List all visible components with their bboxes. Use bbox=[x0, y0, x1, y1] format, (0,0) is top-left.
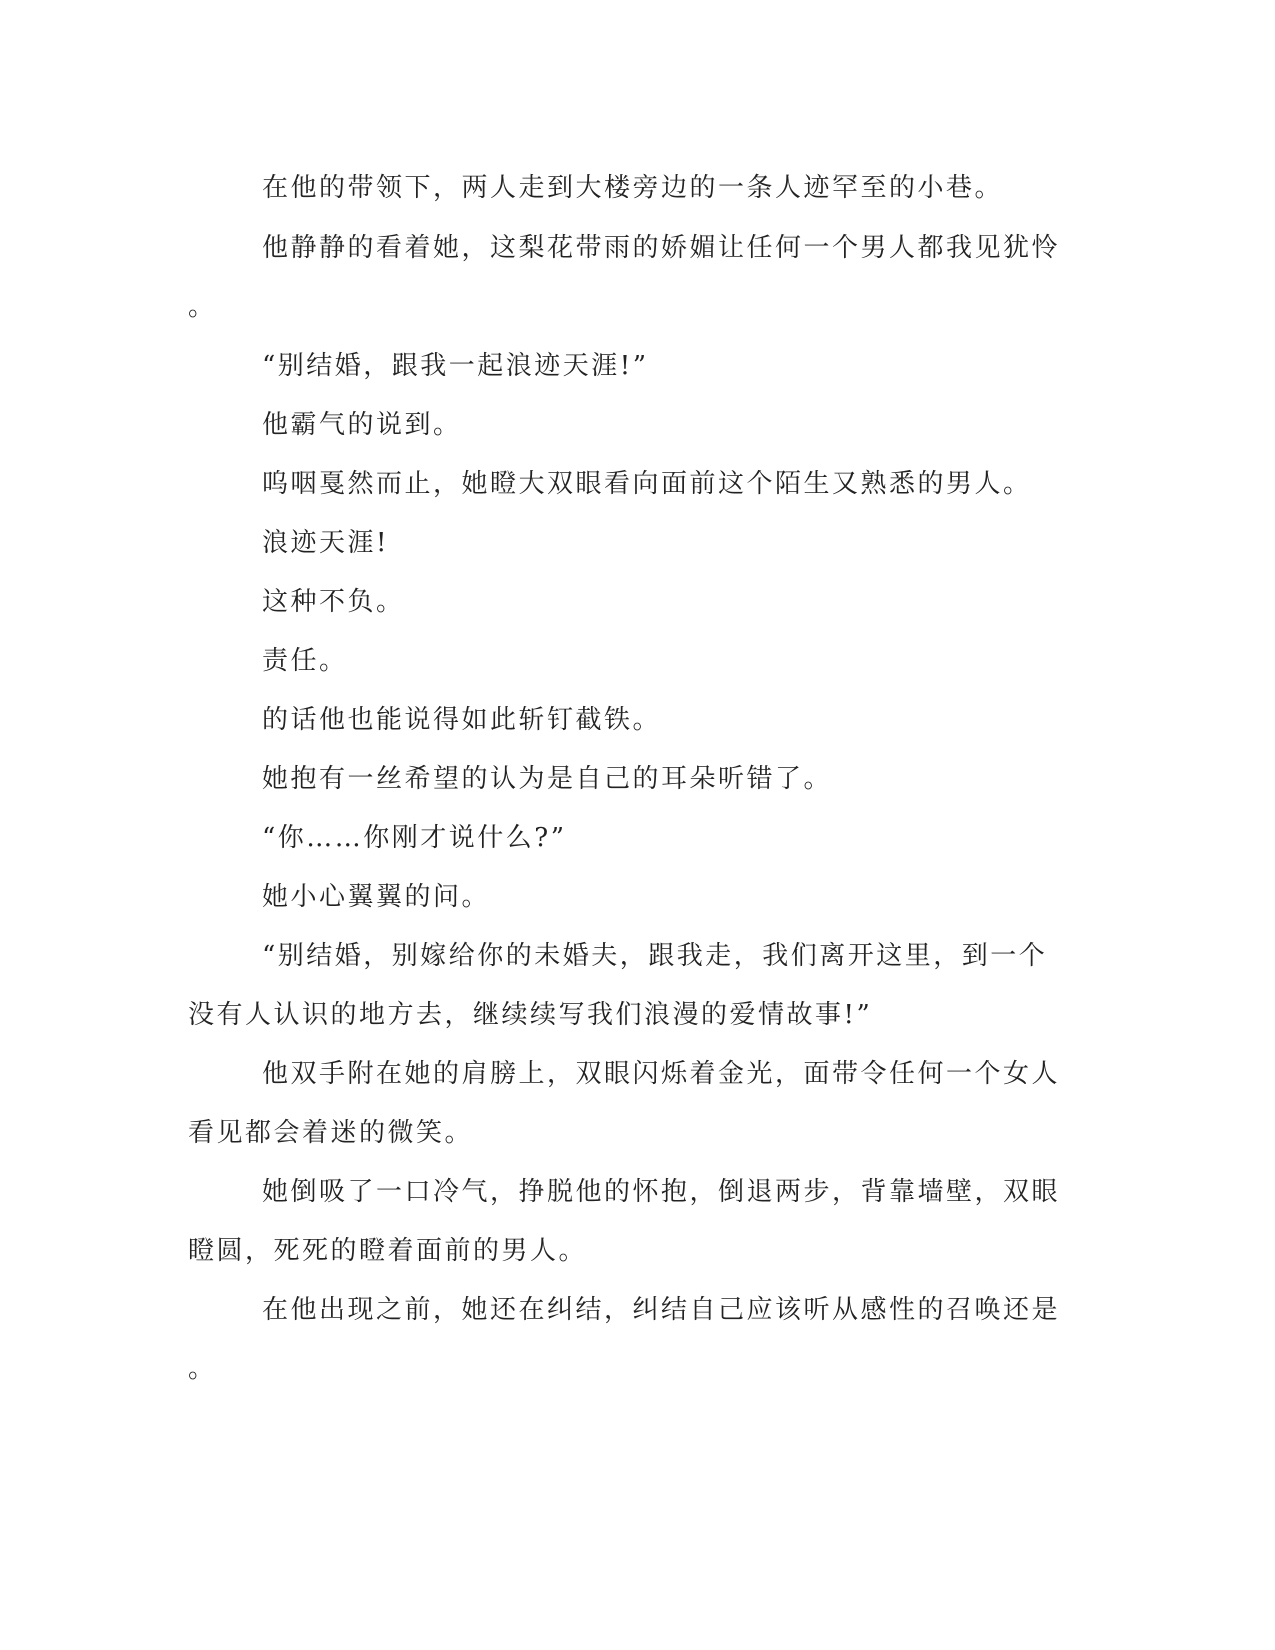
paragraph-line: 没有人认识的地方去，继续续写我们浪漫的爱情故事!” bbox=[188, 1000, 873, 1030]
paragraph-line: 瞪圆，死死的瞪着面前的男人。 bbox=[188, 1236, 588, 1266]
paragraph-line: 看见都会着迷的微笑。 bbox=[188, 1118, 474, 1148]
paragraph-line: 呜咽戛然而止，她瞪大双眼看向面前这个陌生又熟悉的男人。 bbox=[262, 469, 1032, 499]
paragraph-line: 。 bbox=[188, 292, 217, 322]
paragraph-line: 她倒吸了一口冷气，挣脱他的怀抱，倒退两步，背靠墙壁，双眼 bbox=[262, 1177, 1061, 1207]
paragraph-line: “你……你刚才说什么?” bbox=[262, 823, 567, 853]
paragraph-line: 他霸气的说到。 bbox=[262, 410, 462, 440]
paragraph-line: “别结婚，跟我一起浪迹天涯!” bbox=[262, 351, 649, 381]
paragraph-line: 她小心翼翼的问。 bbox=[262, 882, 491, 912]
paragraph-line: 他双手附在她的肩膀上，双眼闪烁着金光，面带令任何一个女人 bbox=[262, 1059, 1061, 1089]
paragraph-line: 在他出现之前，她还在纠结，纠结自己应该听从感性的召唤还是 bbox=[262, 1295, 1061, 1325]
paragraph-line: 她抱有一丝希望的认为是自己的耳朵听错了。 bbox=[262, 764, 833, 794]
paragraph-line: 在他的带领下，两人走到大楼旁边的一条人迹罕至的小巷。 bbox=[262, 173, 1004, 203]
paragraph-line: 。 bbox=[188, 1354, 217, 1384]
paragraph-line: 浪迹天涯! bbox=[262, 528, 389, 558]
paragraph-line: 他静静的看着她，这梨花带雨的娇媚让任何一个男人都我见犹怜 bbox=[262, 233, 1061, 263]
paragraph-line: “别结婚，别嫁给你的未婚夫，跟我走，我们离开这里，到一个 bbox=[262, 941, 1048, 971]
paragraph-line: 的话他也能说得如此斩钉截铁。 bbox=[262, 705, 662, 735]
paragraph-line: 这种不负。 bbox=[262, 587, 405, 617]
paragraph-line: 责任。 bbox=[262, 646, 348, 676]
